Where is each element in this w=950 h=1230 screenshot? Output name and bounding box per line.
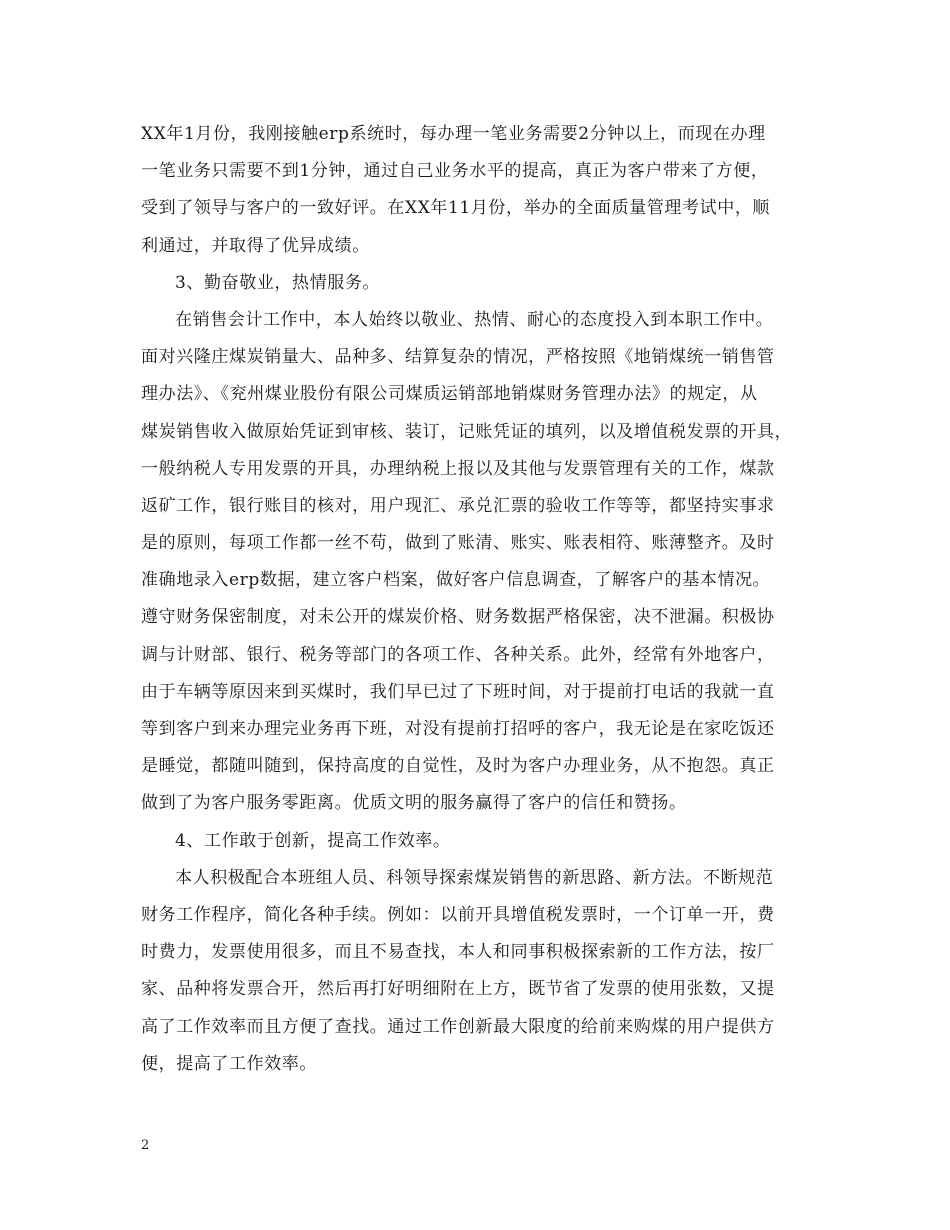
text-line: 便，提高了工作效率。 [141,1053,317,1074]
text-line: 返矿工作，银行账目的核对，用户现汇、承兑汇票的验收工作等等，都坚持实事求 [141,495,775,516]
text-line: XX年1月份，我刚接触erp系统时，每办理一笔业务需要2分钟以上，而现在办理 [141,124,766,144]
text-line: 调与计财部、银行、税务等部门的各项工作、各种关系。此外，经常有外地客户， [141,644,775,665]
text-line: 由于车辆等原因来到买煤时，我们早已过了下班时间，对于提前打电话的我就一直 [141,681,775,702]
text-line: 本人积极配合本班组人员、科领导探索煤炭销售的新思路、新方法。不断规范 [175,867,774,888]
text-line: 是睡觉，都随叫随到，保持高度的自觉性，及时为客户办理业务，从不抱怨。真正 [141,756,775,777]
text-line: 财务工作程序，简化各种手续。例如：以前开具增值税发票时，一个订单一开，费 [141,904,775,925]
text-line: 遵守财务保密制度，对未公开的煤炭价格、财务数据严格保密，决不泄漏。积极协 [141,607,775,628]
body-text [141,116,831,1083]
text-line: 家、品种将发票合开，然后再打好明细附在上方，既节省了发票的使用张数，又提 [141,979,775,1000]
text-line: 面对兴隆庄煤炭销量大、品种多、结算复杂的情况，严格按照《地销煤统一销售管 [141,347,775,368]
text-line: 做到了为客户服务零距离。优质文明的服务赢得了客户的信任和赞扬。 [141,793,687,814]
page-number: 2 [141,1138,150,1153]
text-line: 在销售会计工作中，本人始终以敬业、热情、耐心的态度投入到本职工作中。 [175,309,774,330]
text-line: 准确地录入erp数据，建立客户档案，做好客户信息调查，了解客户的基本情况。 [141,570,771,591]
text-line: 等到客户到来办理完业务再下班，对没有提前打招呼的客户，我无论是在家吃饭还 [141,719,775,739]
text-line: 时费力，发票使用很多，而且不易查找，本人和同事积极探索新的工作方法，按厂 [141,942,775,963]
text-line: 煤炭销售收入做原始凭证到审核、装订，记账凭证的填列，以及增值税发票的开具， [141,421,793,442]
text-line: 4、工作敢于创新，提高工作效率。 [175,830,451,851]
text-line: 一般纳税人专用发票的开具，办理纳税上报以及其他与发票管理有关的工作，煤款 [141,458,775,479]
text-line: 理办法》、《兖州煤业股份有限公司煤质运销部地销煤财务管理办法》的规定，从 [141,384,758,405]
text-line: 利通过，并取得了优异成绩。 [141,235,370,256]
text-line: 是的原则，每项工作都一丝不苟，做到了账清、账实、账表相符、账薄整齐。及时 [141,533,775,554]
text-line: 3、勤奋敬业，热情服务。 [175,272,381,293]
text-line: 受到了领导与客户的一致好评。在XX年11月份，举办的全面质量管理考试中，顺 [141,198,771,219]
text-line: 高了工作效率而且方便了查找。通过工作创新最大限度的给前来购煤的用户提供方 [141,1016,775,1037]
text-line: 一笔业务只需要不到1分钟，通过自己业务水平的提高，真正为客户带来了方便， [141,161,769,182]
